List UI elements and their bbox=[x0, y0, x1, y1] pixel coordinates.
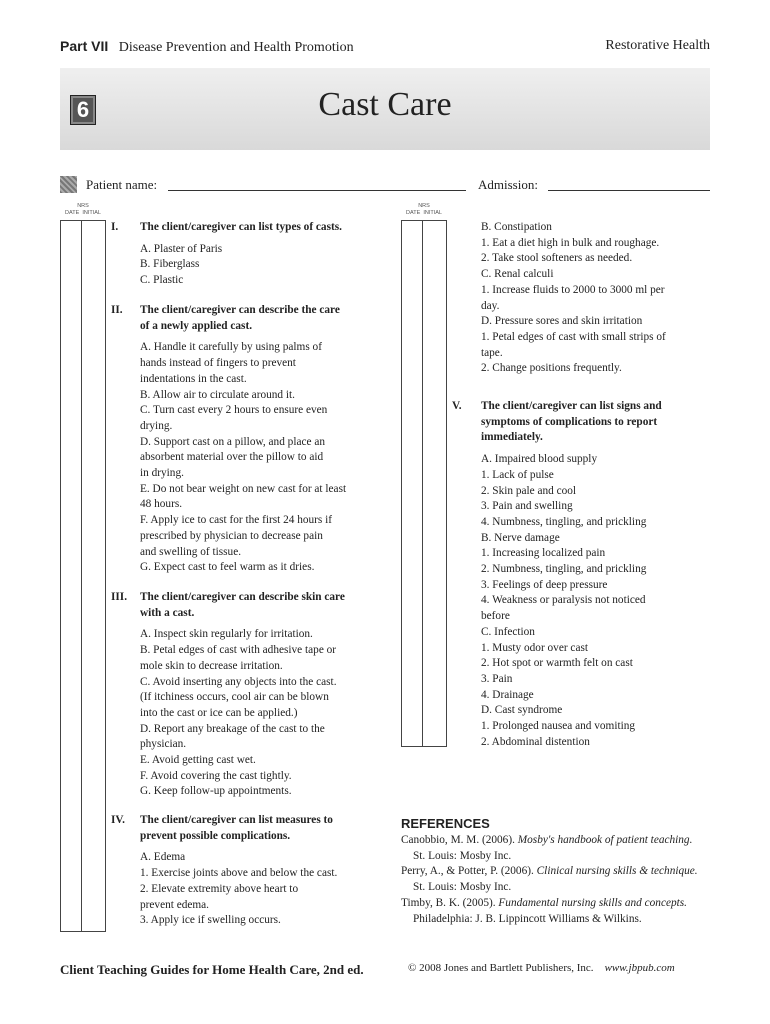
list-item: 2. Elevate extremity above heart to bbox=[140, 882, 299, 895]
list-item: F. Avoid covering the cast tightly. bbox=[140, 769, 292, 782]
reference-publisher: Philadelphia: J. B. Lippincott Williams & Wilkins. bbox=[413, 912, 642, 925]
section-number: II. bbox=[111, 304, 123, 316]
list-item: D. Report any breakage of the cast to the bbox=[140, 722, 325, 735]
list-item: before bbox=[481, 610, 510, 623]
list-item: D. Support cast on a pillow, and place an bbox=[140, 435, 325, 448]
nrs-column-right[interactable] bbox=[401, 220, 447, 747]
nrs-label: NRS bbox=[418, 203, 430, 209]
reference-title: Clinical nursing skills & technique. bbox=[536, 865, 698, 878]
list-item: C. Avoid inserting any objects into the cast. bbox=[140, 675, 337, 688]
list-item: 2. Take stool softeners as needed. bbox=[481, 252, 633, 265]
section-heading: symptoms of complications to report bbox=[481, 415, 658, 428]
section-heading: The client/caregiver can describe skin care bbox=[140, 591, 345, 603]
list-item: 2. Skin pale and cool bbox=[481, 484, 577, 497]
patient-name-field[interactable] bbox=[168, 190, 466, 191]
list-item: B. Constipation bbox=[481, 221, 552, 233]
section-label: Disease Prevention and Health Promotion bbox=[118, 40, 354, 55]
nrs-divider-right bbox=[422, 220, 423, 747]
list-item: hands instead of fingers to prevent bbox=[140, 357, 296, 370]
list-item: 4. Drainage bbox=[481, 688, 534, 701]
list-item: 1. Musty odor over cast bbox=[481, 641, 588, 654]
list-item: A. Impaired blood supply bbox=[481, 453, 598, 466]
list-item: 2. Change positions frequently. bbox=[481, 362, 622, 375]
page-title: Cast Care bbox=[318, 86, 452, 123]
section-number: IV. bbox=[111, 814, 125, 826]
list-item: C. Renal calculi bbox=[481, 268, 554, 281]
list-item: drying. bbox=[140, 419, 173, 432]
list-item: B. Allow air to circulate around it. bbox=[140, 388, 295, 401]
section-1 bbox=[140, 220, 342, 289]
section-heading: The client/caregiver can list types of casts. bbox=[140, 221, 342, 233]
reference-publisher: St. Louis: Mosby Inc. bbox=[413, 849, 512, 862]
list-item: 48 hours. bbox=[140, 498, 183, 511]
list-item: 4. Weakness or paralysis not noticed bbox=[481, 594, 646, 607]
list-item: G. Keep follow-up appointments. bbox=[140, 785, 292, 798]
running-header-left bbox=[60, 38, 354, 56]
list-item: A. Inspect skin regularly for irritation. bbox=[140, 628, 313, 641]
section-heading: with a cast. bbox=[140, 606, 195, 619]
reference-author: Perry, A., & Potter, P. (2006). bbox=[401, 865, 537, 878]
section-heading: prevent possible complications. bbox=[140, 829, 291, 842]
nrs-column-left[interactable] bbox=[60, 220, 106, 932]
list-item: B. Petal edges of cast with adhesive tape or bbox=[140, 644, 337, 657]
list-item: A. Plaster of Paris bbox=[140, 242, 223, 255]
list-item: prescribed by physician to decrease pain bbox=[140, 529, 323, 542]
list-item: 1. Increase fluids to 2000 to 3000 ml per bbox=[481, 283, 665, 296]
reference-title: Mosby's handbook of patient teaching. bbox=[517, 834, 693, 846]
initial-label: INITIAL bbox=[82, 210, 101, 216]
nrs-divider-left bbox=[81, 220, 82, 932]
list-item: A. Handle it carefully by using palms of bbox=[140, 341, 322, 354]
references bbox=[401, 816, 698, 927]
date-initial-labels bbox=[399, 210, 449, 217]
list-item: D. Cast syndrome bbox=[481, 704, 563, 717]
date-label: DATE bbox=[65, 210, 80, 216]
reference-item bbox=[401, 896, 698, 912]
list-item: 1. Eat a diet high in bulk and roughage. bbox=[481, 236, 660, 249]
list-item: C. Infection bbox=[481, 625, 535, 638]
footer-copyright: © 2008 Jones and Bartlett Publishers, Inc. bbox=[408, 962, 594, 974]
section-heading: immediately. bbox=[481, 431, 543, 444]
list-item: B. Fiberglass bbox=[140, 258, 200, 271]
footer-url[interactable]: www.jbpub.com bbox=[604, 962, 675, 974]
list-item: tape. bbox=[481, 346, 503, 359]
list-item: 1. Lack of pulse bbox=[481, 468, 554, 481]
list-item: 2. Hot spot or warmth felt on cast bbox=[481, 657, 633, 670]
list-item: 1. Prolonged nausea and vomiting bbox=[481, 720, 636, 733]
list-item: physician. bbox=[140, 738, 187, 751]
nrs-header-right bbox=[399, 203, 449, 217]
nrs-header-left bbox=[58, 203, 108, 217]
list-item: 1. Exercise joints above and below the cast. bbox=[140, 867, 338, 880]
section-number: I. bbox=[111, 221, 119, 233]
section-4-continued bbox=[481, 220, 666, 377]
admission-label: Admission: bbox=[478, 177, 538, 192]
list-item: 3. Apply ice if swelling occurs. bbox=[140, 914, 281, 927]
list-item: prevent edema. bbox=[140, 898, 210, 911]
list-item: 2. Numbness, tingling, and prickling bbox=[481, 563, 647, 576]
list-item: B. Nerve damage bbox=[481, 531, 560, 544]
list-item: G. Expect cast to feel warm as it dries. bbox=[140, 561, 315, 574]
list-item: E. Avoid getting cast wet. bbox=[140, 754, 256, 767]
footer-copyright-block bbox=[408, 962, 675, 974]
list-item: into the cast or ice can be applied.) bbox=[140, 706, 298, 719]
list-item: 2. Abdominal distention bbox=[481, 735, 590, 748]
list-item: 3. Pain bbox=[481, 672, 513, 685]
reference-item bbox=[401, 864, 698, 880]
list-item: D. Pressure sores and skin irritation bbox=[481, 315, 643, 328]
admission-field[interactable] bbox=[548, 190, 710, 191]
references-heading: REFERENCES bbox=[401, 816, 490, 831]
list-item: 3. Pain and swelling bbox=[481, 500, 573, 513]
reference-publisher: St. Louis: Mosby Inc. bbox=[413, 881, 512, 894]
part-label: Part VII bbox=[60, 38, 109, 54]
section-2 bbox=[140, 303, 346, 576]
date-label: DATE bbox=[406, 210, 421, 216]
section-5 bbox=[481, 399, 662, 750]
reference-title: Fundamental nursing skills and concepts. bbox=[498, 896, 687, 909]
list-item: indentations in the cast. bbox=[140, 372, 247, 385]
list-item: 1. Petal edges of cast with small strips of bbox=[481, 330, 666, 343]
section-4 bbox=[140, 813, 337, 929]
list-item: F. Apply ice to cast for the first 24 hours if bbox=[140, 514, 333, 527]
section-heading: The client/caregiver can list signs and bbox=[481, 400, 662, 412]
list-item: 4. Numbness, tingling, and prickling bbox=[481, 515, 647, 528]
section-number: III. bbox=[111, 591, 128, 603]
list-item: in drying. bbox=[140, 467, 184, 480]
section-heading: The client/caregiver can describe the care bbox=[140, 304, 340, 316]
list-item: mole skin to decrease irritation. bbox=[140, 659, 283, 672]
reference-author: Canobbio, M. M. (2006). bbox=[401, 834, 518, 846]
list-item: 3. Feelings of deep pressure bbox=[481, 578, 608, 591]
category-label: Restorative Health bbox=[605, 38, 710, 53]
list-item: absorbent material over the pillow to aid bbox=[140, 451, 324, 464]
footer-book-title: Client Teaching Guides for Home Health Care, 2nd ed. bbox=[60, 962, 364, 977]
section-heading: The client/caregiver can list measures to bbox=[140, 814, 333, 826]
section-number: V. bbox=[452, 400, 462, 412]
list-item: (If itchiness occurs, cool air can be blown bbox=[140, 691, 329, 704]
section-heading: of a newly applied cast. bbox=[140, 319, 253, 332]
section-3 bbox=[140, 590, 345, 800]
list-item: 1. Increasing localized pain bbox=[481, 547, 606, 560]
checkbox-square-icon bbox=[60, 176, 77, 193]
date-initial-labels bbox=[58, 210, 108, 217]
reference-item bbox=[401, 833, 698, 849]
list-item: day. bbox=[481, 299, 500, 312]
initial-label: INITIAL bbox=[423, 210, 442, 216]
list-item: E. Do not bear weight on new cast for at least bbox=[140, 482, 347, 495]
list-item: C. Plastic bbox=[140, 274, 184, 287]
list-item: and swelling of tissue. bbox=[140, 545, 242, 558]
list-item: A. Edema bbox=[140, 851, 186, 864]
nrs-label: NRS bbox=[77, 203, 89, 209]
chapter-number: 6 bbox=[70, 95, 96, 125]
patient-name-label: Patient name: bbox=[86, 177, 158, 192]
reference-author: Timby, B. K. (2005). bbox=[401, 896, 499, 909]
list-item: C. Turn cast every 2 hours to ensure even bbox=[140, 404, 328, 417]
